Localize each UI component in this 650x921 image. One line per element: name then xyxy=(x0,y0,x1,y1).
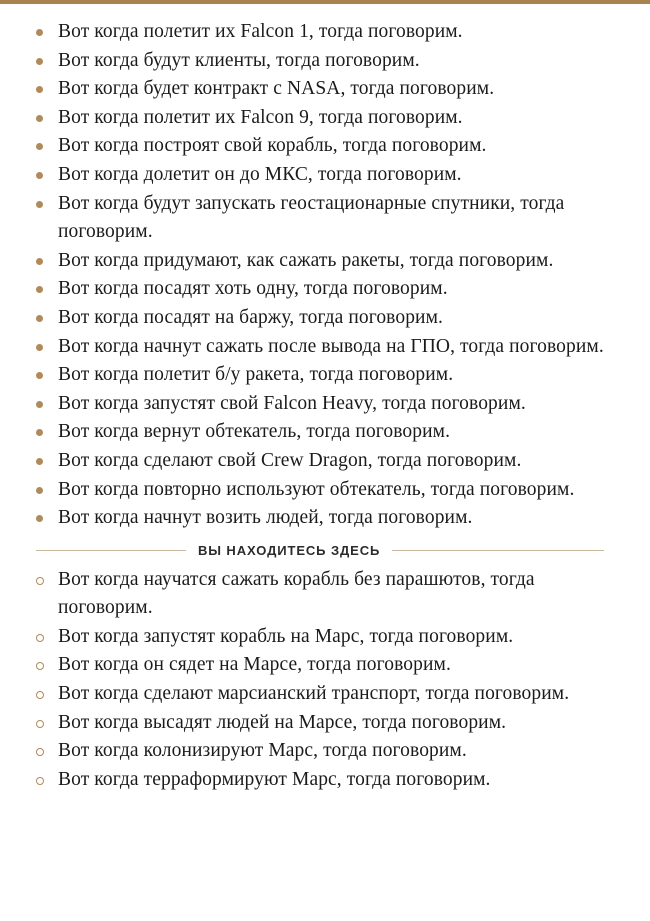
list-item-label: Вот когда будут клиенты, тогда поговорим. xyxy=(58,49,420,71)
list-item-label: Вот когда терраформируют Марс, тогда поговорим. xyxy=(58,768,491,790)
list-item-label: Вот когда высадят людей на Марсе, тогда поговорим. xyxy=(58,711,507,733)
list-item xyxy=(30,190,624,247)
list-item xyxy=(30,766,624,795)
list-item xyxy=(30,304,624,333)
bullet-icon xyxy=(36,401,43,408)
list-item-label: Вот когда полетит их Falcon 1, тогда поговорим. xyxy=(58,21,463,42)
bullet-icon xyxy=(36,691,44,699)
list-item xyxy=(30,75,624,104)
list-item xyxy=(30,709,624,738)
list-item-label: Вот когда посадят на баржу, тогда поговорим. xyxy=(58,306,443,328)
list-item-label: Вот когда начнут сажать после вывода на ГПО, тогда поговорим. xyxy=(58,335,604,357)
list-item xyxy=(30,104,624,133)
divider-line-right xyxy=(392,550,604,551)
bullet-icon xyxy=(36,143,43,150)
list-item xyxy=(30,390,624,419)
list-item xyxy=(30,47,624,76)
bullet-icon xyxy=(36,286,43,293)
bullet-icon xyxy=(36,777,44,785)
list-item-label: Вот когда полетит б/у ракета, тогда поговорим. xyxy=(58,364,454,386)
list-item xyxy=(30,680,624,709)
list-item xyxy=(30,418,624,447)
bullet-icon xyxy=(36,487,43,494)
list-item xyxy=(30,247,624,276)
bullet-icon xyxy=(36,458,43,465)
bullet-icon xyxy=(36,258,43,265)
bullet-icon xyxy=(36,344,43,351)
divider-label: ВЫ НАХОДИТЕСЬ ЗДЕСЬ xyxy=(198,542,381,558)
bullet-icon xyxy=(36,315,43,322)
divider-line-left xyxy=(36,550,186,551)
bullet-icon xyxy=(36,172,43,179)
bullet-icon xyxy=(36,748,44,756)
list-item xyxy=(30,333,624,362)
bullet-icon xyxy=(36,201,43,208)
list-item xyxy=(30,623,624,652)
list-item xyxy=(30,476,624,505)
list-item-label: Вот когда повторно используют обтекатель, тогда поговорим. xyxy=(58,478,575,500)
bullet-icon xyxy=(36,662,44,670)
bullet-icon xyxy=(36,29,43,36)
list-item-label: Вот когда придумают, как сажать ракеты, тогда поговорим. xyxy=(58,249,554,271)
bullet-icon xyxy=(36,577,44,585)
milestone-list-completed xyxy=(30,18,624,533)
list-item-label: Вот когда полетит их Falcon 9, тогда поговорим. xyxy=(58,106,463,128)
list-item-label: Вот когда запустят свой Falcon Heavy, тогда поговорим. xyxy=(58,392,526,414)
list-item-label: Вот когда долетит он до МКС, тогда поговорим. xyxy=(58,163,462,185)
list-item-label: Вот когда колонизируют Марс, тогда поговорим. xyxy=(58,740,467,762)
list-item xyxy=(30,504,624,533)
list-item-label: Вот когда построят свой корабль, тогда поговорим. xyxy=(58,135,487,157)
list-item xyxy=(30,161,624,190)
list-item xyxy=(30,651,624,680)
list-item xyxy=(30,566,624,623)
list-item-label: Вот когда научатся сажать корабль без парашютов, тогда поговорим. xyxy=(58,568,535,619)
list-item-label: Вот когда сделают марсианский транспорт, тогда поговорим. xyxy=(58,683,570,705)
document-content xyxy=(0,4,650,794)
list-item-label: Вот когда вернут обтекатель, тогда поговорим. xyxy=(58,421,451,443)
list-item-label: Вот когда сделают свой Crew Dragon, тогда поговорим. xyxy=(58,449,522,471)
bullet-icon xyxy=(36,372,43,379)
list-item-label: Вот когда запустят корабль на Марс, тогда поговорим. xyxy=(58,625,514,647)
bullet-icon xyxy=(36,115,43,122)
list-item-label: Вот когда будет контракт с NASA, тогда поговорим. xyxy=(58,78,495,100)
milestone-list-upcoming xyxy=(30,566,624,795)
bullet-icon xyxy=(36,429,43,436)
bullet-icon xyxy=(36,634,44,642)
list-item-label: Вот когда начнут возить людей, тогда поговорим. xyxy=(58,507,473,529)
bullet-icon xyxy=(36,86,43,93)
list-item xyxy=(30,737,624,766)
list-item xyxy=(30,275,624,304)
bullet-icon xyxy=(36,58,43,65)
list-item-label: Вот когда он сядет на Марсе, тогда поговорим. xyxy=(58,654,451,676)
bullet-icon xyxy=(36,720,44,728)
list-item xyxy=(30,361,624,390)
list-item-label: Вот когда посадят хоть одну, тогда поговорим. xyxy=(58,278,448,300)
list-item xyxy=(30,447,624,476)
list-item xyxy=(30,132,624,161)
list-item-label: Вот когда будут запускать геостационарные спутники, тогда поговорим. xyxy=(58,192,565,243)
you-are-here-divider xyxy=(30,543,624,558)
bullet-icon xyxy=(36,515,43,522)
list-item xyxy=(30,18,624,47)
